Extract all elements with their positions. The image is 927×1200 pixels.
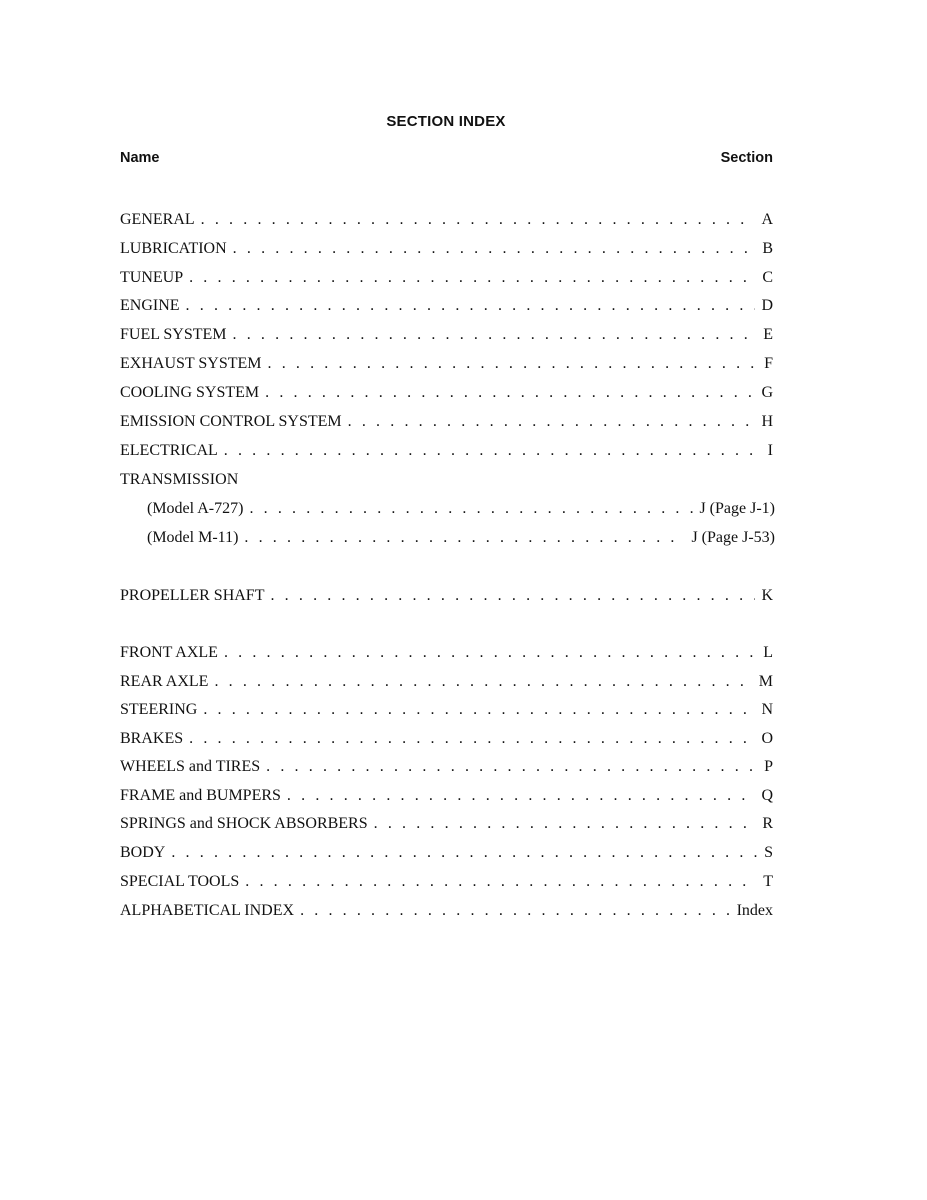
entry-section: F (764, 355, 773, 372)
entry-section: T (763, 873, 773, 890)
entry-label: (Model M-11) (147, 529, 239, 546)
entry-label: TUNEUP (120, 269, 184, 286)
index-entry (120, 870, 773, 892)
entry-label: BRAKES (120, 730, 184, 747)
entry-label: TRANSMISSION (120, 471, 239, 488)
column-header-name: Name (120, 150, 160, 166)
index-entry (120, 899, 773, 921)
entry-label: LUBRICATION (120, 240, 227, 257)
entry-label: GENERAL (120, 211, 195, 228)
entry-section: H (761, 413, 773, 430)
entry-section: B (762, 240, 773, 257)
entry-section: S (764, 844, 773, 861)
entry-label: ALPHABETICAL INDEX (120, 902, 295, 919)
dot-leader (348, 412, 756, 432)
dot-leader (189, 268, 756, 288)
index-entry (120, 410, 773, 432)
index-entry (120, 208, 773, 230)
entry-section: Q (761, 787, 773, 804)
entry-label: (Model A-727) (147, 500, 244, 517)
entry-section: N (761, 701, 773, 718)
index-entry (120, 323, 773, 345)
entry-label: ENGINE (120, 297, 180, 314)
index-entry (120, 352, 773, 374)
entry-section: P (764, 758, 773, 775)
entry-section: D (761, 297, 773, 314)
entry-section: O (761, 730, 773, 747)
index-entry (120, 439, 773, 461)
entry-label: WHEELS and TIRES (120, 758, 261, 775)
index-entry (120, 841, 773, 863)
index-entry (120, 755, 773, 777)
entry-section: J (Page J-53) (691, 529, 775, 546)
dot-leader (287, 786, 756, 806)
entry-section: J (Page J-1) (699, 500, 775, 517)
index-entry (120, 727, 773, 749)
dot-leader (265, 383, 755, 403)
index-entry (120, 584, 773, 606)
dot-leader (300, 901, 731, 921)
dot-leader (245, 872, 757, 892)
entry-label: FRAME and BUMPERS (120, 787, 281, 804)
index-entry (120, 641, 773, 663)
entry-section: A (761, 211, 773, 228)
dot-leader (270, 586, 755, 606)
index-subentry (147, 526, 775, 548)
index-entry (120, 812, 773, 834)
entry-label: BODY (120, 844, 166, 861)
entry-label: ELECTRICAL (120, 442, 218, 459)
index-entry (120, 294, 773, 316)
index-entry (120, 266, 773, 288)
index-subentry (147, 497, 775, 519)
page-title: SECTION INDEX (386, 113, 506, 130)
dot-leader (266, 757, 758, 777)
index-entry (120, 784, 773, 806)
entry-label: SPRINGS and SHOCK ABSORBERS (120, 815, 368, 832)
dot-leader (186, 296, 756, 316)
entry-label: FRONT AXLE (120, 644, 218, 661)
entry-section: G (761, 384, 773, 401)
entry-section: I (767, 442, 773, 459)
index-entry-heading (120, 468, 773, 490)
dot-leader (233, 325, 758, 345)
entry-section: L (763, 644, 773, 661)
dot-leader (224, 643, 757, 663)
entry-label: EMISSION CONTROL SYSTEM (120, 413, 342, 430)
entry-label: REAR AXLE (120, 673, 209, 690)
entry-section: R (762, 815, 773, 832)
dot-leader (214, 672, 752, 692)
entry-section: M (758, 673, 773, 690)
entry-label: SPECIAL TOOLS (120, 873, 240, 890)
dot-leader (233, 239, 757, 259)
dot-leader (244, 528, 685, 548)
dot-leader (374, 814, 757, 834)
index-entry (120, 381, 773, 403)
entry-section: E (763, 326, 773, 343)
entry-label: EXHAUST SYSTEM (120, 355, 262, 372)
entry-label: STEERING (120, 701, 198, 718)
entry-section: C (762, 269, 773, 286)
dot-leader (224, 441, 762, 461)
entry-label: COOLING SYSTEM (120, 384, 260, 401)
dot-leader (201, 210, 756, 230)
dot-leader (203, 700, 755, 720)
entry-section: Index (736, 902, 773, 919)
entry-section: K (761, 587, 773, 604)
dot-leader (268, 354, 759, 374)
index-entry (120, 670, 773, 692)
dot-leader (189, 729, 755, 749)
index-entry (120, 698, 773, 720)
dot-leader (249, 499, 693, 519)
entry-label: PROPELLER SHAFT (120, 587, 265, 604)
entry-label: FUEL SYSTEM (120, 326, 227, 343)
dot-leader (171, 843, 758, 863)
index-entry (120, 237, 773, 259)
column-header-section: Section (720, 150, 773, 166)
